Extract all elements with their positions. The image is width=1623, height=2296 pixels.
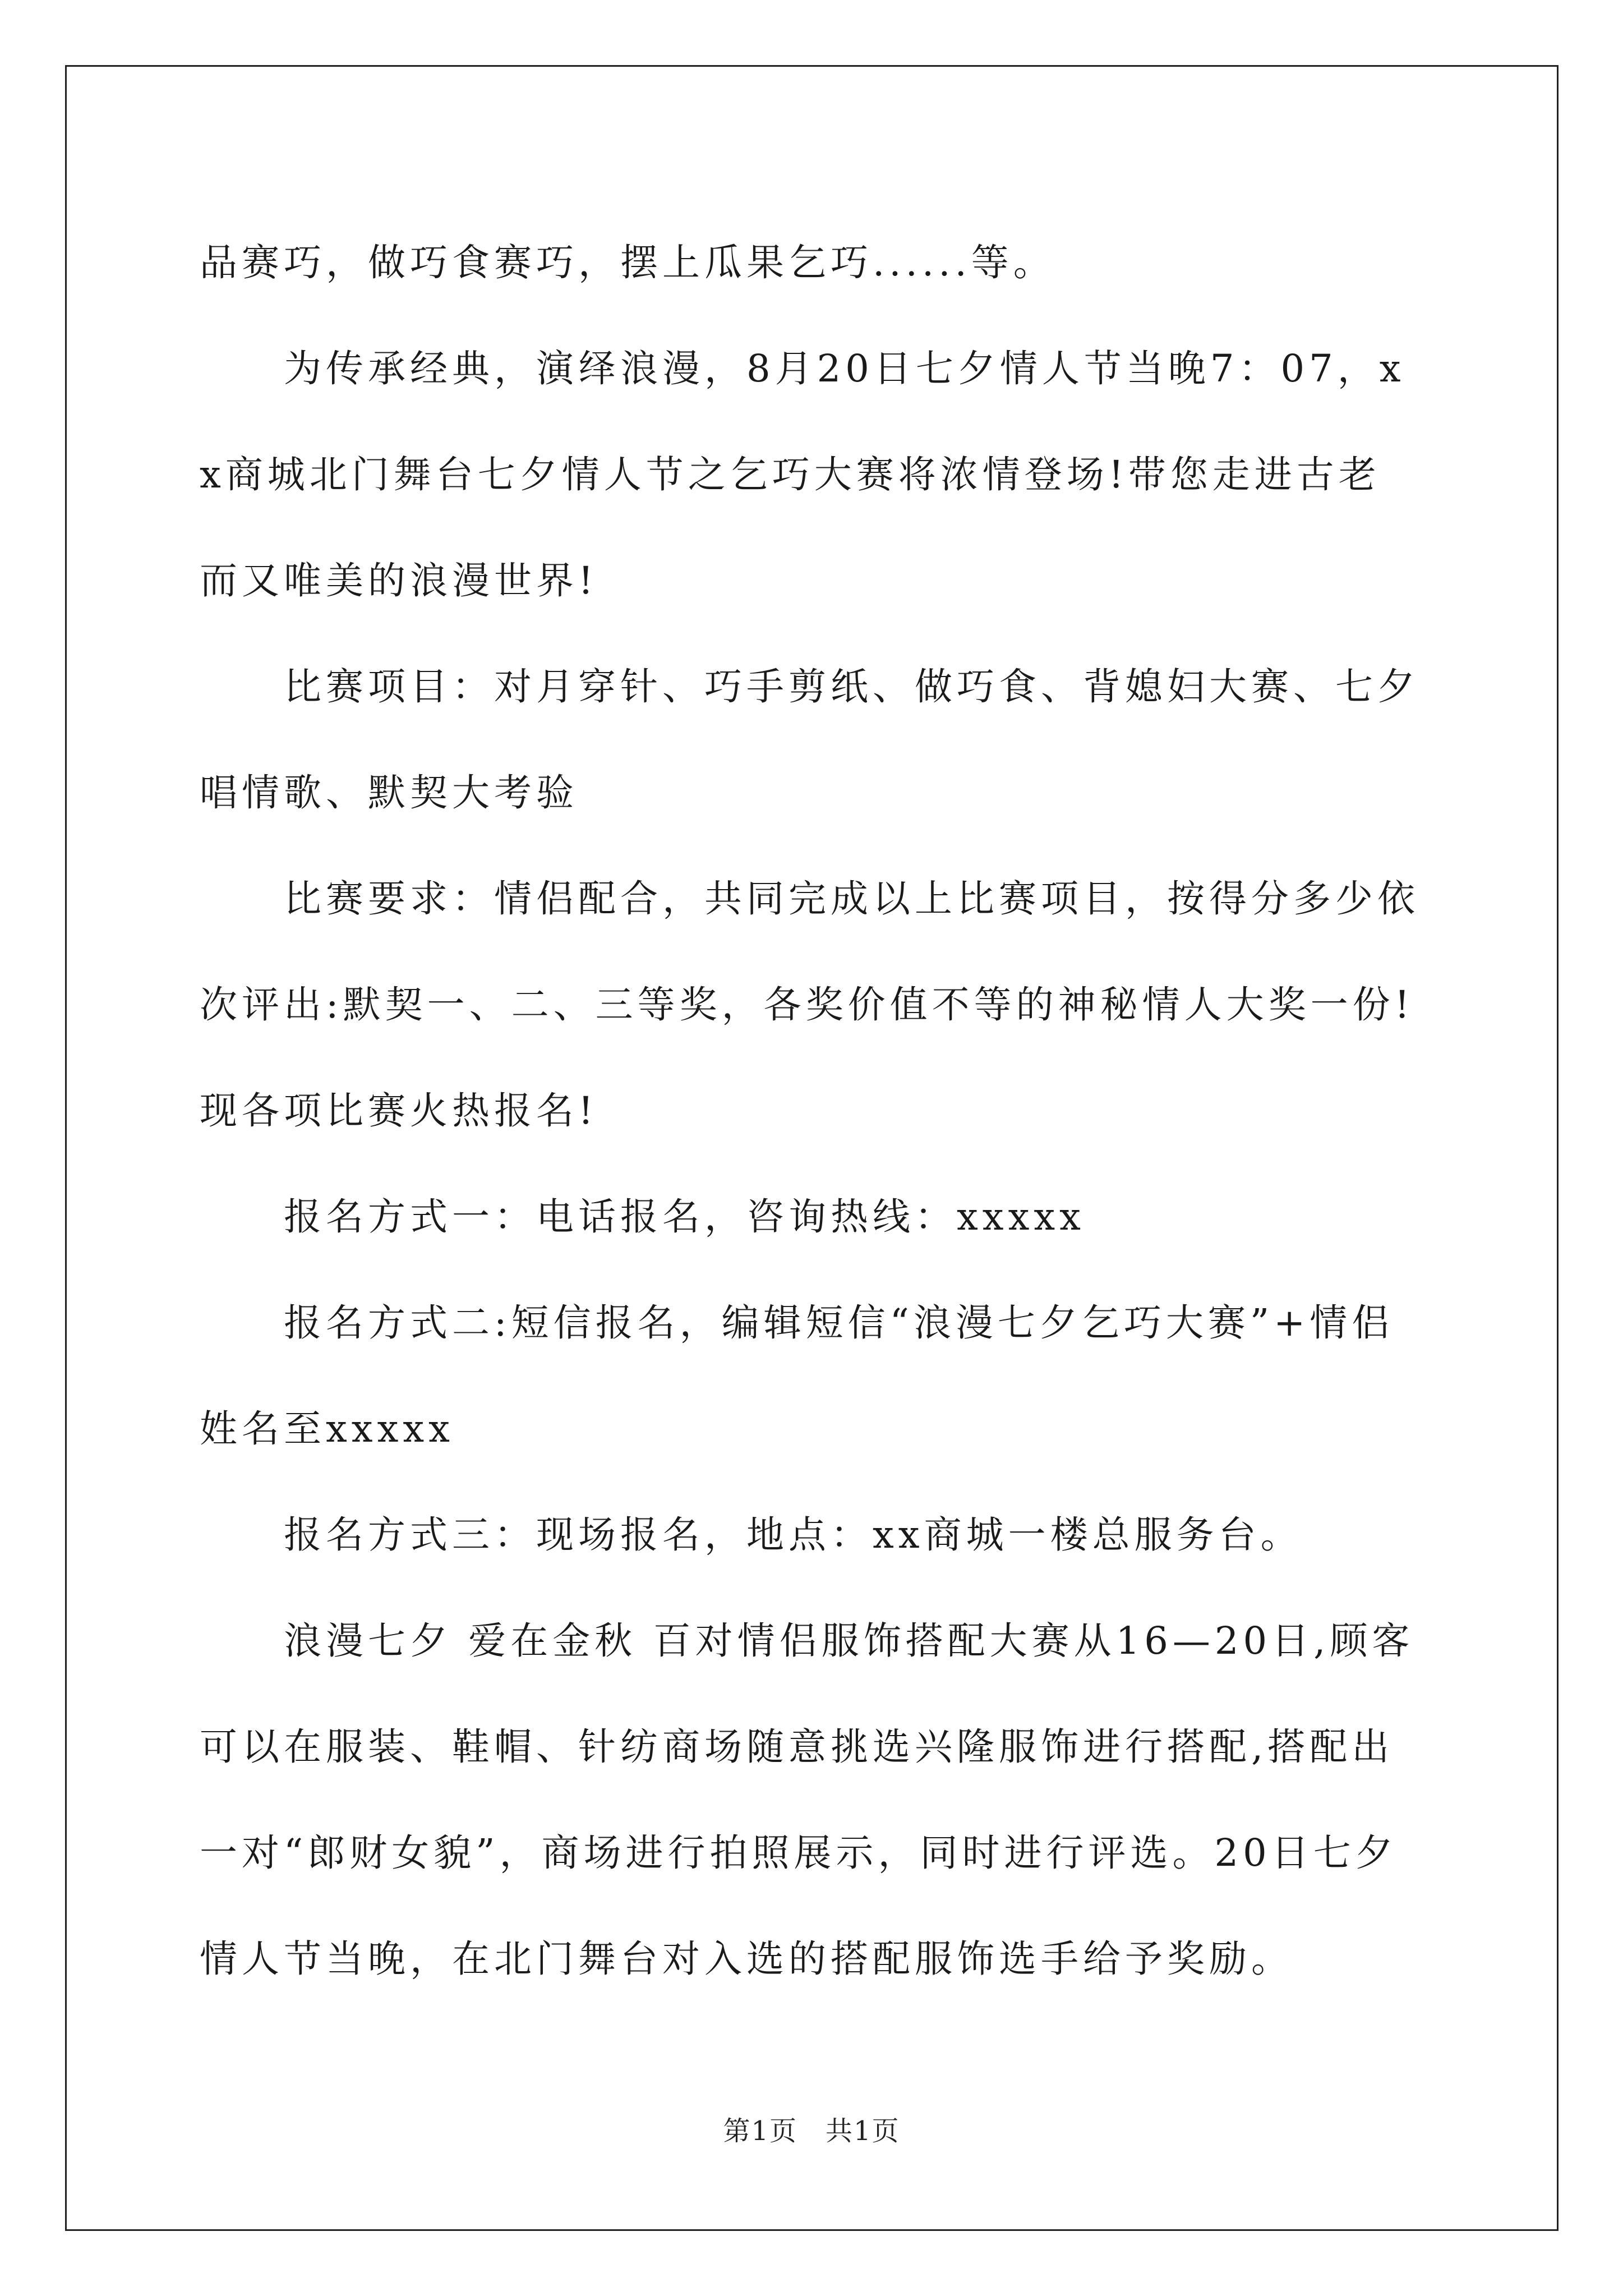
- paragraph: 比赛要求：情侣配合，共同完成以上比赛项目，按得分多少依次评出:默契一、二、三等奖，各奖价值不等的神秘情人大奖一份!现各项比赛火热报名!: [200, 877, 1419, 1133]
- paragraph: 报名方式一：电话报名，咨询热线：xxxxx: [284, 1195, 1085, 1239]
- page-number-footer: 第1页 共1页: [723, 2115, 900, 2147]
- paragraph: 为传承经典，演绎浪漫，8月20日七夕情人节当晚7：07，xx商城北门舞台七夕情人节之乞巧大赛将浓情登场!带您走进古老而又唯美的浪漫世界!: [200, 347, 1405, 602]
- paragraph: 浪漫七夕 爱在金秋 百对情侣服饰搭配大赛从16—20日,顾客可以在服装、鞋帽、针纺商场随意挑选兴隆服饰进行搭配,搭配出一对“郎财女貌”，商场进行拍照展示，同时进行评选。20日七夕情人节当晚，在北门舞台对入选的搭配服饰选手给予奖励。: [200, 1619, 1414, 1981]
- paragraph: 报名方式三：现场报名，地点：xx商城一楼总服务台。: [284, 1513, 1303, 1557]
- document-body: [200, 210, 1422, 2012]
- paragraph: 品赛巧，做巧食赛巧，摆上瓜果乞巧......等。: [200, 241, 1055, 284]
- paragraph: 报名方式二:短信报名，编辑短信“浪漫七夕乞巧大赛”+情侣姓名至xxxxx: [200, 1301, 1394, 1451]
- paragraph: 比赛项目：对月穿针、巧手剪纸、做巧食、背媳妇大赛、七夕唱情歌、默契大考验: [200, 665, 1419, 815]
